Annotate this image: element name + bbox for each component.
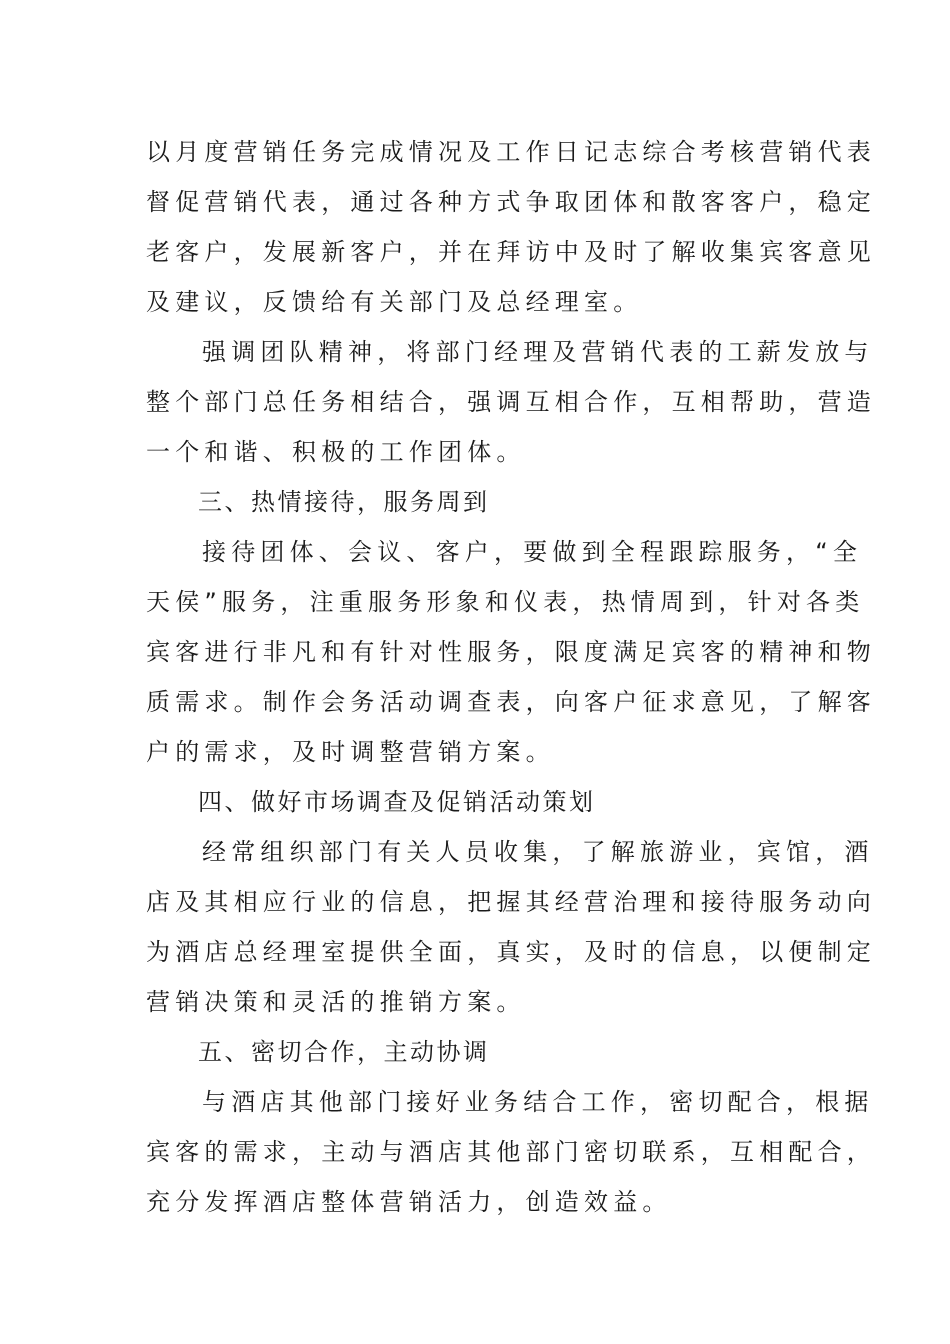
section-heading: 五、密切合作，主动协调	[198, 1038, 490, 1066]
text-line: 质需求。制作会务活动调查表，向客户征求意见，了解客	[146, 688, 876, 716]
document-body	[146, 127, 876, 1227]
text-line: 户的需求，及时调整营销方案。	[146, 738, 555, 766]
text-line: 店及其相应行业的信息，把握其经营治理和接待服务动向	[146, 888, 876, 916]
text-line: 天侯”服务，注重服务形象和仪表，热情周到，针对各类	[146, 588, 865, 616]
text-line-indented: 强调团队精神，将部门经理及营销代表的工薪发放与	[202, 338, 874, 366]
text-line: 营销决策和灵活的推销方案。	[146, 988, 526, 1016]
text-line-indented: 接待团体、会议、客户，要做到全程跟踪服务，“全	[202, 538, 863, 566]
text-line: 充分发挥酒店整体营销活力，创造效益。	[146, 1188, 672, 1216]
text-line: 督促营销代表，通过各种方式争取团体和散客客户，稳定	[146, 188, 876, 216]
text-line: 以月度营销任务完成情况及工作日记志综合考核营销代表	[146, 138, 876, 166]
text-line-indented: 经常组织部门有关人员收集，了解旅游业，宾馆，酒	[202, 838, 874, 866]
text-line: 一个和谐、积极的工作团体。	[146, 438, 526, 466]
section-heading: 三、热情接待，服务周到	[198, 488, 490, 516]
text-line: 宾客的需求，主动与酒店其他部门密切联系，互相配合，	[146, 1138, 876, 1166]
section-heading: 四、做好市场调查及促销活动策划	[198, 788, 596, 816]
text-line: 整个部门总任务相结合，强调互相合作，互相帮助，营造	[146, 388, 876, 416]
text-line-indented: 与酒店其他部门接好业务结合工作，密切配合，根据	[202, 1088, 874, 1116]
text-line: 宾客进行非凡和有针对性服务，限度满足宾客的精神和物	[146, 638, 876, 666]
text-line: 为酒店总经理室提供全面，真实，及时的信息，以便制定	[146, 938, 876, 966]
text-line: 老客户，发展新客户，并在拜访中及时了解收集宾客意见	[146, 238, 876, 266]
text-line: 及建议，反馈给有关部门及总经理室。	[146, 288, 643, 316]
